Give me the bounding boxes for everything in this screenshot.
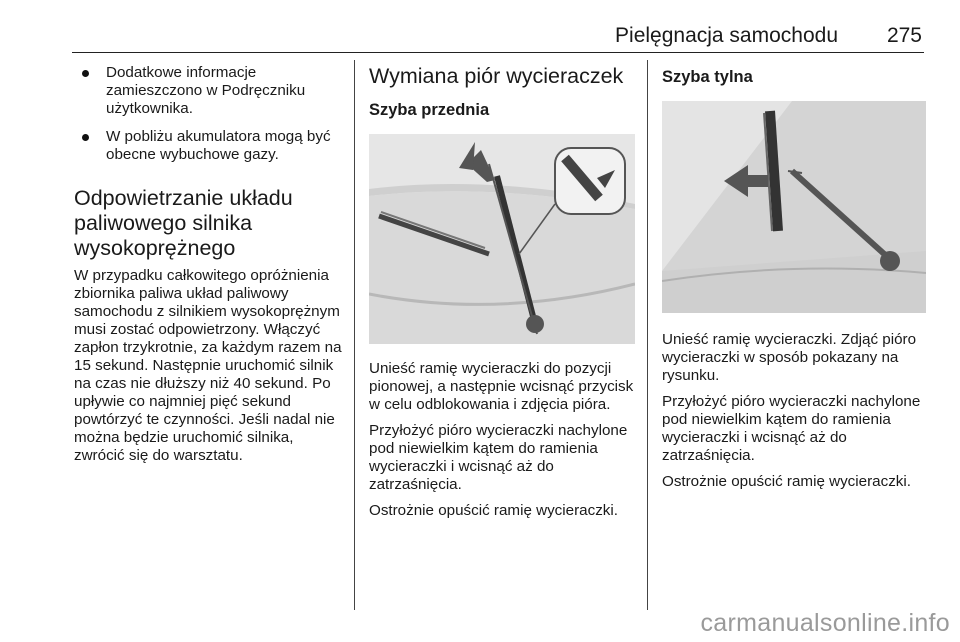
section-heading-wiper-blades: Wymiana piór wycieraczek: [369, 64, 624, 88]
front-wiper-step-3: Ostrożnie opuścić ramię wycieraczki.: [369, 502, 618, 519]
middle-column: [369, 60, 635, 528]
list-item: [74, 64, 346, 118]
rear-wiper-drawing: [662, 101, 926, 313]
rear-wiper-illustration: [662, 101, 926, 313]
front-wiper-illustration: [369, 134, 635, 344]
subheading-rear-window: Szyba tylna: [662, 68, 753, 86]
fuel-bleeding-text: W przypadku całkowitego opróżnienia zbiornika paliwa układ paliwowy samochodu z silnikiem wysokoprężnym musi zostać odpowietrzony. Włączyć zapłon trzykrotnie, za każdym razem na 15 sekund. Następnie uruchomić silnik na czas nie dłuższy niż 40 sekund. Po upływie co najmniej pięć sekund powtórzyć te czynności. Jeśli nadal nie można będzie uruchomić silnika, zwrócić się do warsztatu.: [74, 267, 342, 464]
list-item: [74, 128, 346, 164]
bullet-icon: [82, 134, 89, 141]
rear-wiper-step-2: Przyłożyć pióro wycieraczki nachylone pod niewielkim kątem do ramienia wycieraczki i wcisnąć aż do zatrzaśnięcia.: [662, 393, 921, 464]
bullet-text: W pobliżu akumulatora mogą być obecne wybuchowe gazy.: [106, 128, 331, 163]
front-wiper-step-2: Przyłożyć pióro wycieraczki nachylone pod niewielkim kątem do ramienia wycieraczki i wcisnąć aż do zatrzaśnięcia.: [369, 422, 628, 493]
rear-wiper-step-3: Ostrożnie opuścić ramię wycieraczki.: [662, 473, 911, 490]
watermark: carmanualsonline.info: [700, 609, 950, 637]
page-header: [72, 22, 924, 53]
front-wiper-drawing: [369, 134, 635, 344]
section-heading-fuel-bleeding: Odpowietrzanie układu paliwowego silnika wysokoprężnego: [74, 186, 293, 260]
header-title: Pielęgnacja samochodu: [615, 24, 838, 47]
rear-wiper-step-1: Unieść ramię wycieraczki. Zdjąć pióro wycieraczki w sposób pokazany na rysunku.: [662, 331, 917, 384]
bullet-list: [74, 64, 346, 164]
bullet-text: Dodatkowe informacje zamieszczono w Podręczniku użytkownika.: [106, 64, 306, 117]
front-wiper-step-1: Unieść ramię wycieraczki do pozycji pionowej, a następnie wcisnąć przycisk w celu odblokowania i zdjęcia pióra.: [369, 360, 634, 413]
column-divider-right: [647, 60, 648, 610]
left-column: [74, 60, 346, 473]
column-divider-left: [354, 60, 355, 610]
bullet-icon: [82, 70, 89, 77]
page-number: 275: [886, 24, 922, 47]
subheading-front-window: Szyba przednia: [369, 101, 490, 119]
right-column: [662, 60, 926, 499]
